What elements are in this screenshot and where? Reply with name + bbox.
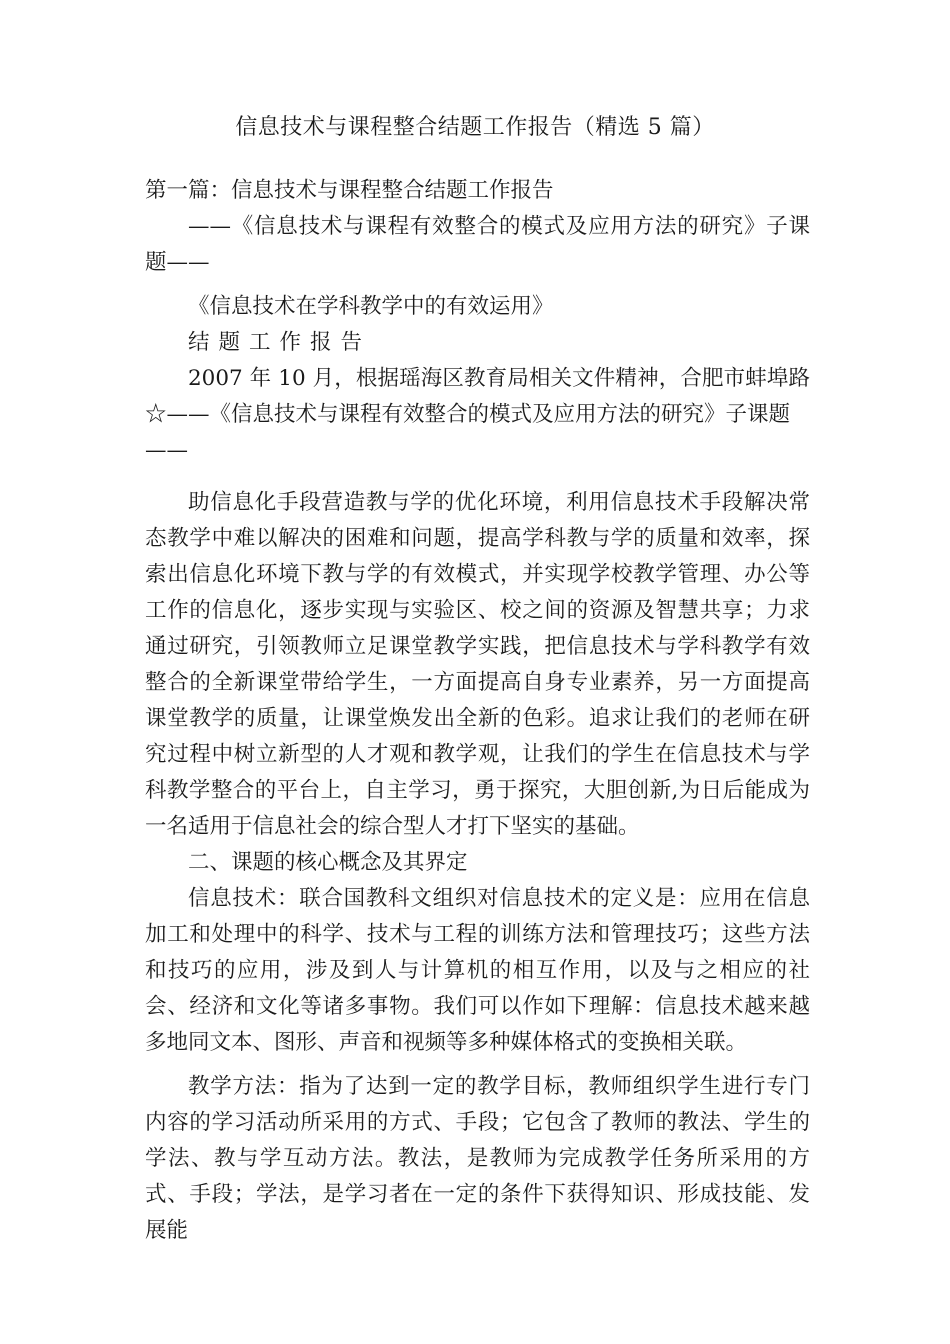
paragraph-teaching-method: 教学方法：指为了达到一定的教学目标，教师组织学生进行专门内容的学习活动所采用的方式、手段；它包含了教师的教法、学生的学法、教与学互动方法。教法，是教师为完成教学任务所采用的方式、手段；学法，是学习者在一定的条件下获得知识、形成技能、发展能	[145, 1074, 810, 1243]
paragraph-intro: 2007 年 10 月，根据瑶海区教育局相关文件精神，合肥市蚌埠路☆——《信息技术与课程有效整合的模式及应用方法的研究》子课题	[145, 366, 810, 427]
subtopic-title: 《信息技术在学科教学中的有效运用》	[188, 294, 554, 319]
document-body	[145, 173, 810, 1249]
chapter-heading: 第一篇：信息技术与课程整合结题工作报告	[145, 178, 554, 203]
paragraph-intro-tail: ——	[145, 438, 188, 463]
subtopic-line: ——《信息技术与课程有效整合的模式及应用方法的研究》子课题——	[145, 214, 810, 275]
document-title: 信息技术与课程整合结题工作报告（精选 5 篇）	[235, 115, 715, 140]
paragraph-goals: 助信息化手段营造教与学的优化环境，利用信息技术手段解决常态教学中难以解决的困难和问题，提高学科教与学的质量和效率，探索出信息化环境下教与学的有效模式，并实现学校教学管理、办公等工作的信息化，逐步实现与实验区、校之间的资源及智慧共享；力求通过研究，引领教师立足课堂教学实践，把信息技术与学科教学有效整合的全新课堂带给学生，一方面提高自身专业素养，另一方面提高课堂教学的质量，让课堂焕发出全新的色彩。追求让我们的老师在研究过程中树立新型的人才观和教学观，让我们的学生在信息技术与学科教学整合的平台上，自主学习，勇于探究，大胆创新,为日后能成为一名适用于信息社会的综合型人才打下坚实的基础。	[145, 490, 810, 839]
report-label: 结题工作报告	[188, 330, 372, 355]
section-heading: 二、课题的核心概念及其界定	[188, 850, 468, 875]
paragraph-info-tech: 信息技术：联合国教科文组织对信息技术的定义是：应用在信息加工和处理中的科学、技术与工程的训练方法和管理技巧；这些方法和技巧的应用，涉及到人与计算机的相互作用，以及与之相应的社会、经济和文化等诸多事物。我们可以作如下理解：信息技术越来越多地同文本、图形、声音和视频等多种媒体格式的变换相关联。	[145, 886, 810, 1055]
